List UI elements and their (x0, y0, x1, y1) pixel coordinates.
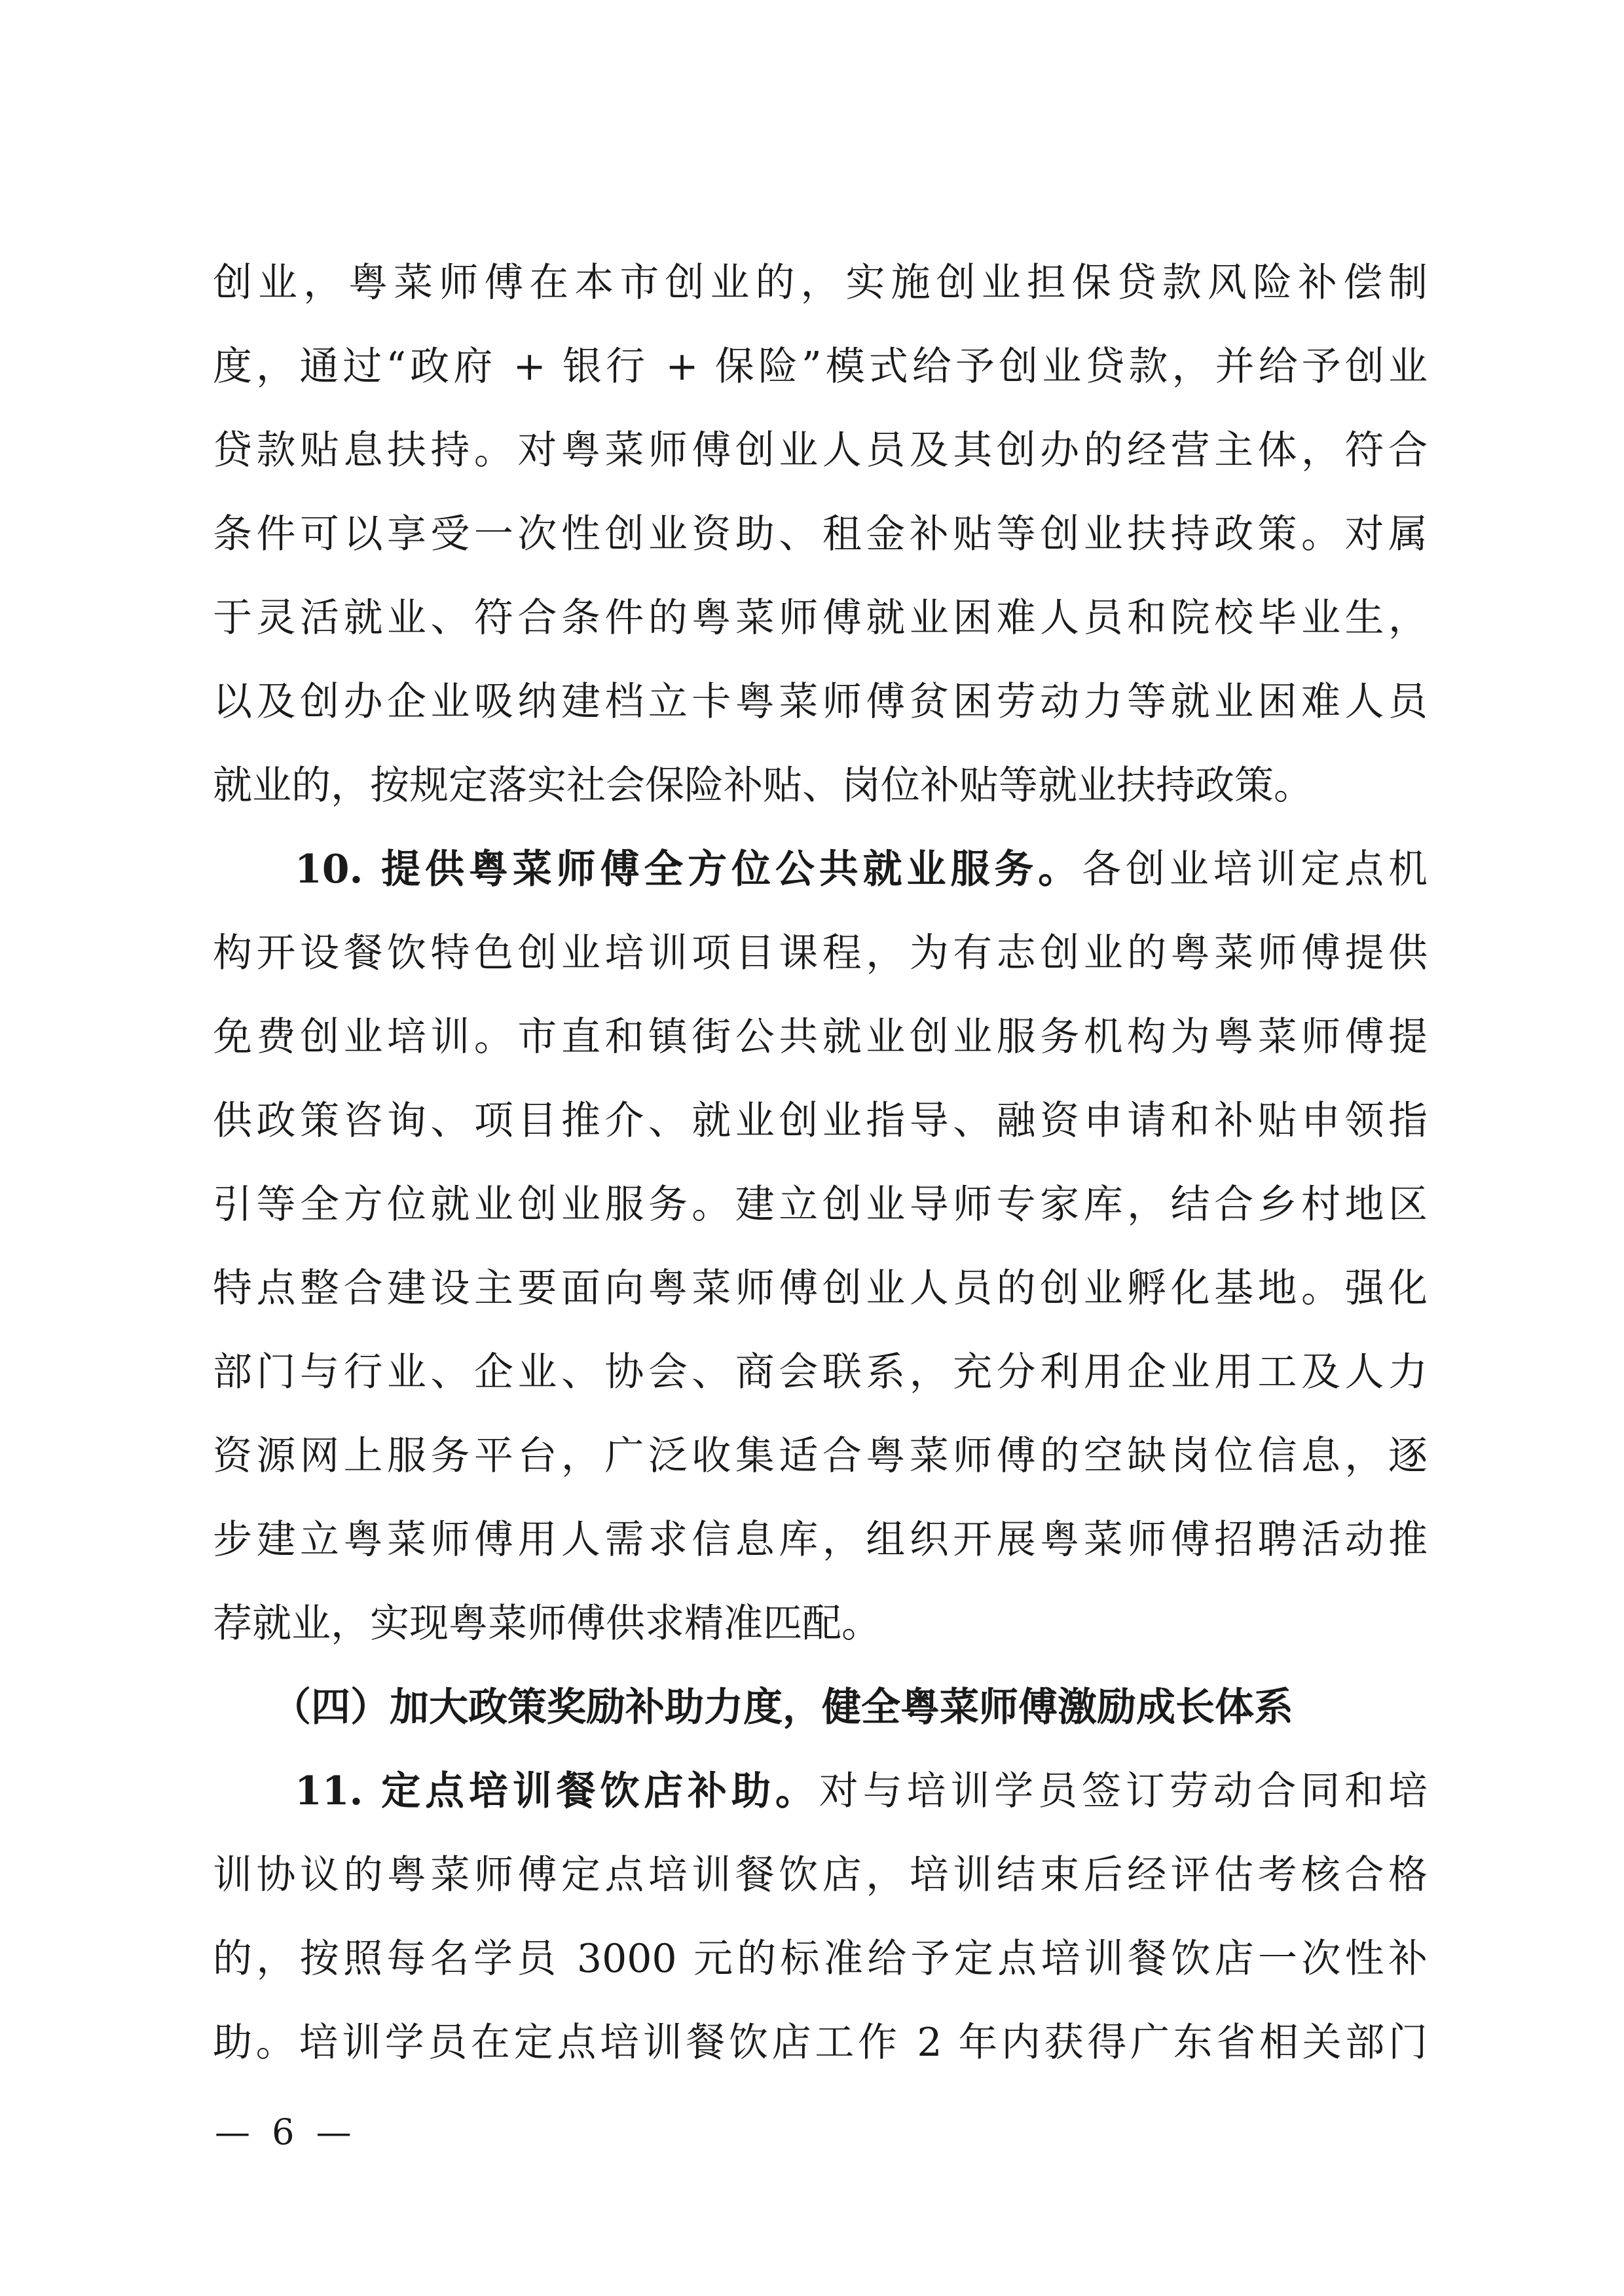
text-line: 创业，粤菜师傅在本市创业的，实施创业担保贷款风险补偿制 (213, 260, 1428, 306)
text-line: 荐就业，实现粤菜师傅供求精准匹配。 (213, 1601, 881, 1647)
text-line: 贷款贴息扶持。对粤菜师傅创业人员及其创办的经营主体，符合 (213, 428, 1428, 473)
text-line: 以及创办企业吸纳建档立卡粤菜师傅贫困劳动力等就业困难人员 (213, 679, 1428, 725)
text-line: 部门与行业、企业、协会、商会联系，充分利用企业用工及人力 (213, 1349, 1428, 1395)
paragraph-continuation (213, 241, 1428, 828)
section-4-heading: （四）加大政策奖励补助力度，健全粤菜师傅激励成长体系 (272, 1685, 1293, 1730)
text-line: 特点整合建设主要面向粤菜师傅创业人员的创业孵化基地。强化 (213, 1266, 1428, 1311)
text-line: 就业的，按规定落实社会保险补贴、岗位补贴等就业扶持政策。 (213, 763, 1313, 809)
text-line: 条件可以享受一次性创业资助、租金补贴等创业扶持政策。对属 (213, 511, 1428, 557)
text-line: 免费创业培训。市直和镇街公共就业创业服务机构为粤菜师傅提 (213, 1014, 1428, 1060)
paragraph-item-11 (213, 1749, 1428, 2085)
text-line: 于灵活就业、符合条件的粤菜师傅就业困难人员和院校毕业生， (213, 595, 1428, 641)
item-11-heading: 11. 定点培训餐饮店补助。 (295, 1768, 819, 1814)
text-line: 构开设餐饮特色创业培训项目课程，为有志创业的粤菜师傅提供 (213, 930, 1428, 976)
text-line: 助。培训学员在定点培训餐饮店工作 2 年内获得广东省相关部门 (213, 2020, 1428, 2066)
item-10-first-line-text: 各创业培训定点机 (1081, 847, 1428, 892)
document-body (213, 241, 1428, 2085)
paragraph-item-10 (213, 828, 1428, 1666)
item-10-first-line (213, 828, 1428, 911)
text-line: 供政策咨询、项目推介、就业创业指导、融资申请和补贴申领指 (213, 1098, 1428, 1144)
text-line: 资源网上服务平台，广泛收集适合粤菜师傅的空缺岗位信息，逐 (213, 1433, 1428, 1479)
text-line: 训协议的粤菜师傅定点培训餐饮店，培训结束后经评估考核合格 (213, 1852, 1428, 1898)
text-line: 步建立粤菜师傅用人需求信息库，组织开展粤菜师傅招聘活动推 (213, 1517, 1428, 1563)
item-11-first-line-text: 对与培训学员签订劳动合同和培 (819, 1768, 1428, 1814)
text-line: 的，按照每名学员 3000 元的标准给予定点培训餐饮店一次性补 (213, 1936, 1428, 1982)
text-line: 度，通过“政府 + 银行 + 保险”模式给予创业贷款，并给予创业 (213, 344, 1428, 390)
item-11-first-line (213, 1749, 1428, 1833)
page-number: — 6 — (215, 2111, 357, 2153)
text-line: 引等全方位就业创业服务。建立创业导师专家库，结合乡村地区 (213, 1182, 1428, 1228)
item-10-heading: 10. 提供粤菜师傅全方位公共就业服务。 (295, 847, 1082, 892)
